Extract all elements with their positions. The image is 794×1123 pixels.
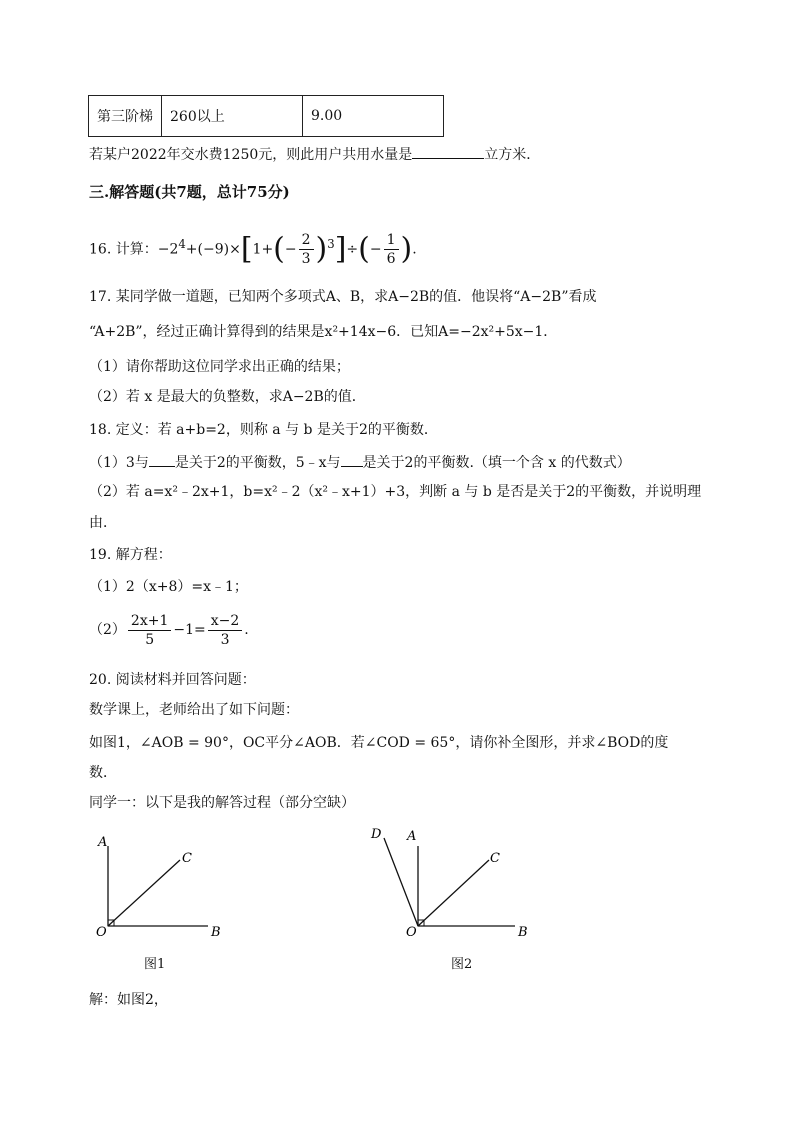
section-heading: 三.解答题(共7题，总计75分)	[89, 183, 290, 201]
q16-term: .	[412, 241, 417, 258]
figure-1	[92, 826, 232, 946]
figure-2	[362, 826, 542, 946]
label-o: O	[406, 925, 417, 940]
q16-exponent: 4	[178, 237, 186, 251]
q16-term: −2	[157, 241, 179, 258]
label-b: B	[211, 925, 221, 940]
q19-term: .	[244, 622, 249, 638]
q17-sub1: （1）请你帮助这位同学求出正确的结果；	[89, 359, 350, 375]
q18-sub1	[89, 451, 631, 473]
q18-sub2: （2）若 a=x²﹣2x+1，b=x²﹣2（x²﹣x+1）+3，判断 a 与 b 是否是关于2的平衡数，并说明理	[89, 484, 702, 500]
figure-2-caption: 图2	[451, 957, 473, 972]
q16-term: +(−9)×	[185, 241, 241, 258]
paren-close: )	[315, 231, 328, 267]
q15-tail	[89, 143, 540, 165]
answer-blank	[341, 451, 363, 467]
table-cell: 第三阶梯	[89, 96, 162, 137]
fraction: $\frac{2x+1}{5}$	[128, 612, 171, 649]
q18-text: 是关于2的平衡数，5﹣x与	[174, 455, 341, 471]
q16-exponent: 3	[327, 237, 335, 251]
q18-text: 是关于2的平衡数.（填一个含 x 的代数式）	[362, 455, 631, 471]
paren-close: )	[400, 231, 413, 267]
q20-line2: 数学课上，老师给出了如下问题：	[89, 702, 299, 718]
q17-line2: “A+2B”，经过正确计算得到的结果是x²+14x−6．已知A=−2x²+5x−1．	[89, 324, 558, 340]
q20-line5: 同学一：以下是我的解答过程（部分空缺）	[89, 795, 355, 811]
label-b: B	[518, 925, 528, 940]
table-row	[89, 96, 444, 137]
paren-open: (	[358, 231, 370, 267]
q15-text: 若某户2022年交水费1250元，则此用户共用水量是	[89, 147, 413, 163]
q16-label: 16. 计算：	[89, 241, 158, 258]
label-o: O	[96, 925, 107, 940]
q16-term: −	[369, 241, 382, 258]
q19-sub2	[89, 610, 249, 650]
answer-blank	[412, 143, 484, 159]
q16-term: ÷	[346, 241, 359, 258]
q20-line1: 20. 阅读材料并回答问题：	[89, 672, 256, 688]
q18-text: （1）3与	[89, 455, 149, 471]
q20-line3: 如图1，∠AOB = 90°，OC平分∠AOB．若∠COD = 65°，请你补全图形，并求∠BOD的度	[89, 735, 669, 751]
paren-open: (	[273, 231, 285, 267]
bracket-open: [	[240, 231, 253, 267]
solution-start: 解：如图2，	[89, 992, 168, 1008]
q18-line1: 18. 定义：若 a+b=2，则称 a 与 b 是关于2的平衡数．	[89, 422, 438, 438]
label-a: A	[98, 835, 108, 850]
answer-blank	[149, 451, 175, 467]
q16-term: −	[284, 241, 297, 258]
bracket-close: ]	[334, 231, 347, 267]
table-cell: 9.00	[303, 96, 444, 137]
label-a: A	[407, 829, 417, 844]
q16-term: 1+	[252, 241, 274, 258]
q20-line4: 数．	[89, 765, 117, 781]
label-c: C	[182, 851, 192, 866]
figure-1-caption: 图1	[144, 957, 166, 972]
q19-label: （2）	[89, 622, 126, 638]
q17-sub2: （2）若 x 是最大的负整数，求A−2B的值．	[89, 389, 366, 405]
water-tier-table	[88, 95, 444, 137]
label-d: D	[371, 827, 382, 842]
q18-sub2-cont: 由．	[89, 515, 117, 531]
q19-line1: 19. 解方程：	[89, 547, 172, 563]
q17-line1: 17. 某同学做一道题，已知两个多项式A、B，求A−2B的值．他误将“A−2B”看成	[89, 289, 597, 305]
q19-term: −1=	[173, 622, 206, 638]
fraction: $\frac{x-2}{3}$	[208, 612, 243, 649]
label-c: C	[490, 851, 500, 866]
q16	[89, 220, 417, 270]
fraction: $\frac{2}{3}$	[299, 231, 314, 268]
table-cell: 260以上	[162, 96, 303, 137]
fraction: $\frac{1}{6}$	[384, 231, 399, 268]
q15-text-end: 立方米．	[484, 147, 541, 163]
q19-sub1: （1）2（x+8）=x﹣1；	[89, 579, 248, 595]
